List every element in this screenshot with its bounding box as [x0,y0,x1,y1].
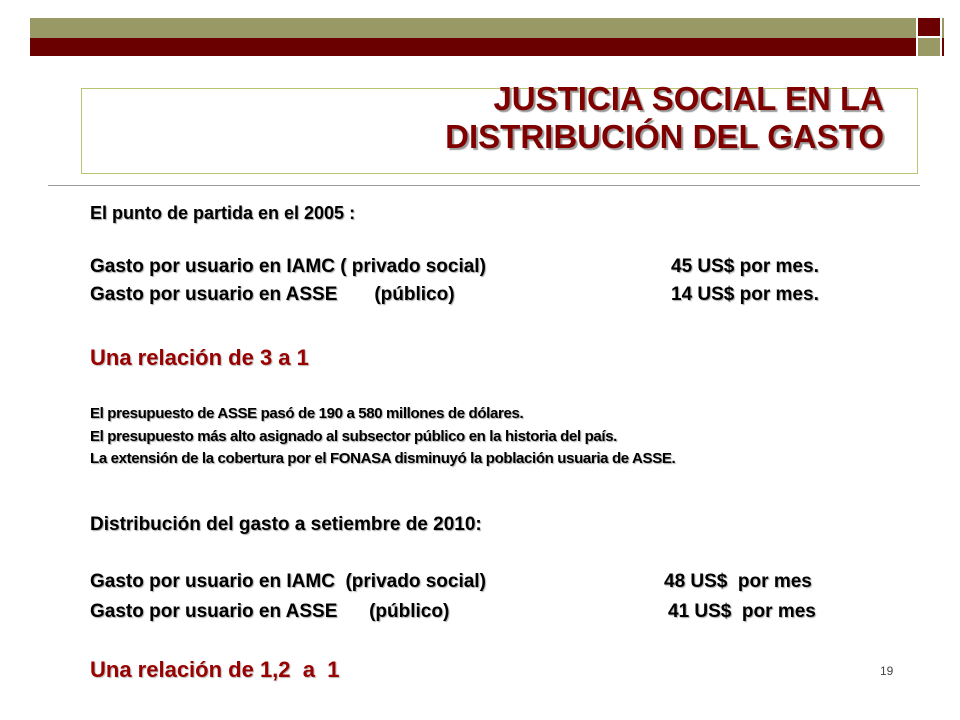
section2-row1-value: 48 US$ por mes [664,571,812,592]
title-line-1: JUSTICIA SOCIAL EN LA [493,80,884,117]
header-corner-square-olive [918,38,940,56]
header-bar-maroon [30,38,944,56]
header-bar-olive [30,18,944,38]
title-line-2: DISTRIBUCIÓN DEL GASTO [445,118,884,155]
header-corner-square-maroon [918,18,940,38]
page-number: 19 [880,664,894,678]
section1-note-1: El presupuesto de ASSE pasó de 190 a 580 millones de dólares. [90,405,524,422]
section2-row2-label: Gasto por usuario en ASSE (público) [90,601,450,622]
section1-note-2: El presupuesto más alto asignado al subsector público en la historia del país. [90,428,618,445]
section2-ratio: Una relación de 1,2 a 1 [90,657,340,682]
section1-heading: El punto de partida en el 2005 : [90,203,356,223]
section1-row2-label: Gasto por usuario en ASSE (público) [90,284,455,305]
section2-row2-value: 41 US$ por mes [668,601,816,622]
section1-row1-value: 45 US$ por mes. [671,256,819,277]
section1-note-3: La extensión de la cobertura por el FONASA disminuyó la población usuaria de ASSE. [90,450,676,467]
section1-row2-value: 14 US$ por mes. [671,284,819,305]
section2-heading: Distribución del gasto a setiembre de 2010: [90,514,482,535]
slide-title [445,80,884,156]
section1-ratio: Una relación de 3 a 1 [90,345,309,370]
section2-row1-label: Gasto por usuario en IAMC (privado social) [90,571,486,592]
section1-row1-label: Gasto por usuario en IAMC ( privado social) [90,256,486,277]
divider [48,185,920,186]
